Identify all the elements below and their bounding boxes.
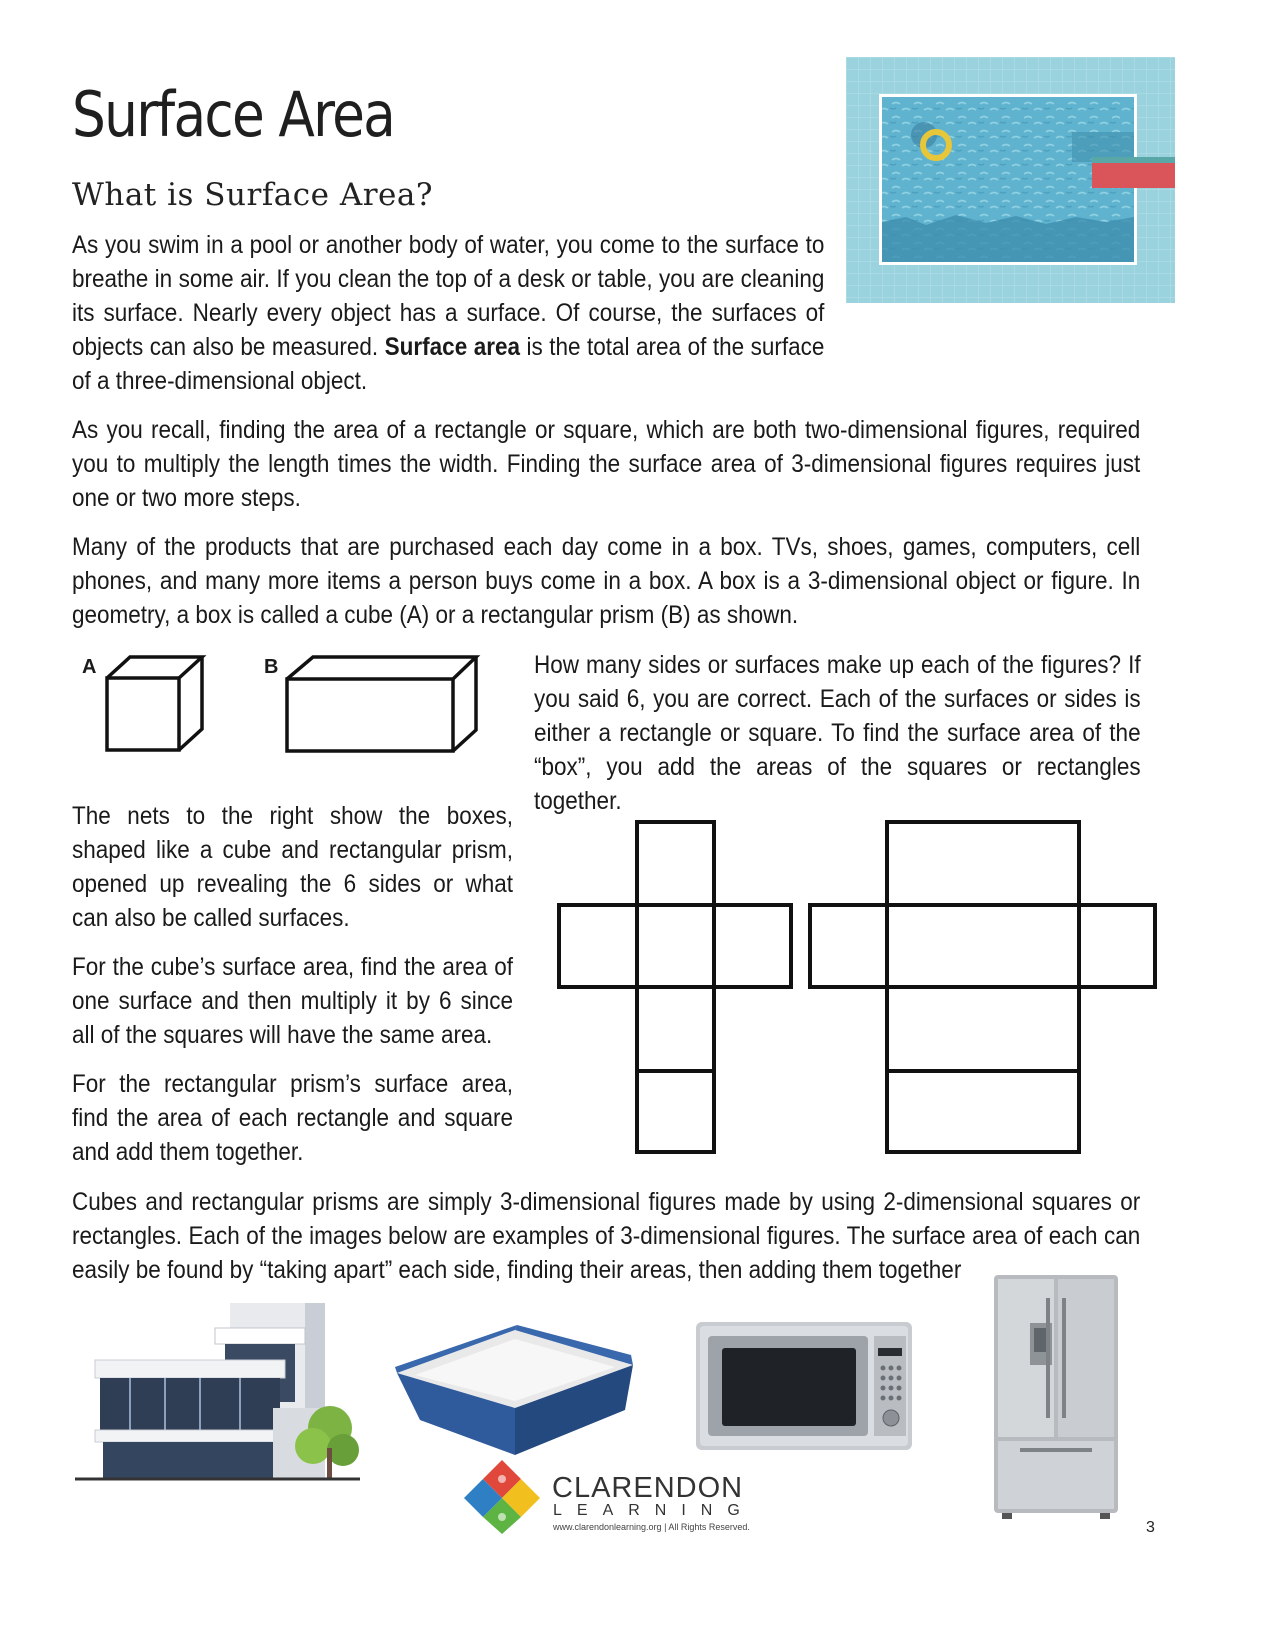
building-image: [75, 1298, 367, 1484]
cube-net: [556, 818, 796, 1156]
page-number: 3: [1146, 1519, 1155, 1536]
copyright-text: www.clarendonlearning.org | All Rights Reserved.: [553, 1522, 750, 1532]
nets-paragraph: The nets to the right show the boxes, shaped like a cube and rectangular prism, opened up revealing the 6 sides or what can also be called surfaces.: [72, 802, 513, 932]
box-paragraph: Many of the products that are purchased each day come in a box. TVs, shoes, games, computers, cell phones, and many more items a person buys come in a box. A box is a 3-dimensional object or figure. In geometry, a box is called a cube (A) or a rectangular prism (B) as shown.: [72, 533, 1141, 629]
intro-text-end: is the total area of the surface of a three-dimensional object.: [72, 333, 825, 395]
microwave-image: [694, 1318, 916, 1456]
section-heading: What is Surface Area?: [72, 177, 433, 213]
rectangular-prism-figure: [282, 650, 482, 756]
box-image: [395, 1325, 640, 1457]
logo-wordmark: CLARENDON: [552, 1472, 744, 1504]
surface-area-term: Surface area: [384, 333, 521, 361]
refrigerator-image: [990, 1273, 1122, 1523]
logo-subwordmark: LEARNING: [553, 1502, 755, 1519]
prism-area-paragraph: For the rectangular prism’s surface area, find the area of each rectangle and square and add them together.: [72, 1070, 513, 1166]
sides-paragraph: How many sides or surfaces make up each of the figures? If you said 6, you are correct. Each of the surfaces or sides is either a rectangle or square. To find the surface area of the “box”, you add the areas of the squares or rectangles together.: [534, 651, 1141, 815]
figure-a-label: A: [82, 656, 97, 678]
cube-figure: [100, 650, 210, 756]
examples-paragraph: Cubes and rectangular prisms are simply 3-dimensional figures made by using 2-dimensional squares or rectangles. Each of the images below are examples of 3-dimensional figures. The surface area of each can easily be found by “taking apart” each side, finding their areas, then adding them together: [72, 1188, 1141, 1284]
figure-b-label: B: [264, 656, 279, 678]
intro-paragraph: [72, 228, 824, 398]
cube-area-paragraph: For the cube’s surface area, find the area of one surface and then multiply it by 6 since all of the squares will have the same area.: [72, 953, 513, 1049]
rectangular-prism-net: [807, 818, 1159, 1156]
intro-text: As you swim in a pool or another body of water, you come to the surface to breathe in some air. If you clean the top of a desk or table, you are cleaning its surface. Nearly every object has a surface. Of course, the surfaces of objects can also be measured.: [72, 231, 825, 361]
page-title: Surface Area: [72, 78, 395, 151]
clarendon-logo-icon: [463, 1458, 541, 1534]
area-recall-paragraph: As you recall, finding the area of a rectangle or square, which are both two-dimensional figures, required you to multiply the length times the width. Finding the surface area of 3-dimensional figures requires just one or two more steps.: [72, 416, 1141, 512]
